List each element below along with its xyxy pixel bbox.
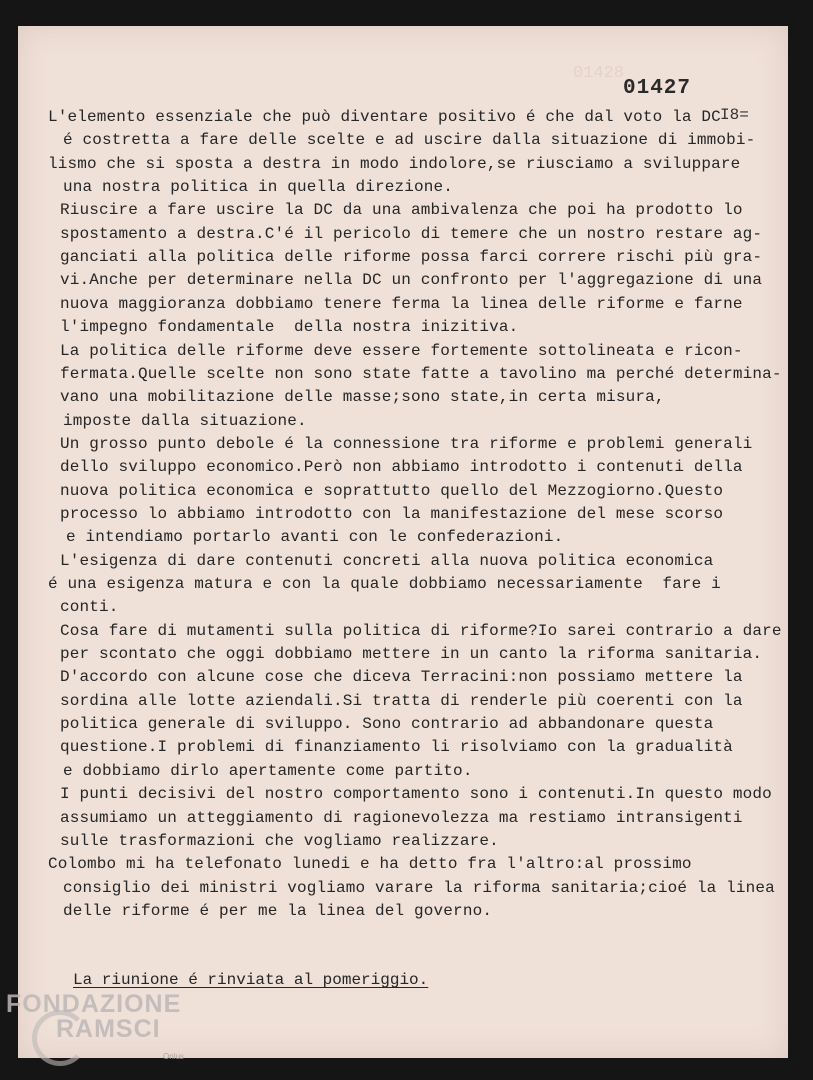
text-line: é costretta a fare delle scelte e ad uscire dalla situazione di immobi- — [63, 131, 756, 150]
text-line: L'elemento essenziale che può diventare positivo é che dal voto la DC — [48, 108, 721, 126]
text-line: lismo che si sposta a destra in modo indolore,se riusciamo a sviluppare — [48, 154, 741, 173]
text-line: dello sviluppo economico.Però non abbiamo introdotto i contenuti della — [60, 458, 743, 477]
text-line: nuova maggioranza dobbiamo tenere ferma la linea delle riforme e farne — [60, 294, 743, 313]
text-line: una nostra politica in quella direzione. — [63, 178, 454, 197]
text-line: politica generale di sviluppo. Sono contrario ad abbandonare questa — [60, 715, 714, 734]
text-line: per scontato che oggi dobbiamo mettere in un canto la riforma sanitaria. — [60, 645, 763, 664]
text-line: conti. — [60, 598, 119, 617]
document-page — [18, 26, 788, 1058]
text-line: questione.I problemi di finanziamento li risolviamo con la gradualità — [60, 738, 733, 757]
closing-statement: La riunione é rinviata al pomeriggio. — [73, 971, 429, 989]
text-line: D'accordo con alcune cose che diceva Terracini:non possiamo mettere la — [60, 668, 743, 687]
text-line: l'impegno fondamentale della nostra inizitiva. — [60, 318, 519, 337]
text-line: vi.Anche per determinare nella DC un confronto per l'aggregazione di una — [60, 271, 763, 290]
watermark-onlus: Onlus — [163, 1052, 184, 1061]
text-line: é una esigenza matura e con la quale dobbiamo necessariamente fare i — [48, 575, 721, 593]
watermark-gramsci: RAMSCI — [56, 1015, 161, 1043]
text-line: nuova politica economica e soprattutto quello del Mezzogiorno.Questo — [60, 481, 724, 500]
text-line: Un grosso punto debole é la connessione tra riforme e problemi generali — [60, 434, 753, 453]
text-line: e intendiamo portarlo avanti con le confederazioni. — [66, 528, 564, 547]
text-line: I punti decisivi del nostro comportamento sono i contenuti.In questo modo — [60, 785, 772, 804]
bleed-through-number: 01428 — [573, 64, 625, 83]
text-line: La politica delle riforme deve essere fortemente sottolineata e ricon- — [60, 341, 743, 360]
text-line: assumiamo un atteggiamento di ragionevolezza ma restiamo intransigenti — [60, 808, 743, 827]
text-line: sulle trasformazioni che vogliamo realizzare. — [60, 831, 499, 850]
text-line: Cosa fare di mutamenti sulla politica di riforme?Io sarei contrario a dare — [60, 621, 782, 640]
text-line: fermata.Quelle scelte non sono state fatte a tavolino ma perché determina- — [60, 364, 782, 383]
text-line: imposte dalla situazione. — [63, 411, 307, 430]
text-line: L'esigenza di dare contenuti concreti alla nuova politica economica — [60, 551, 714, 570]
text-line: sordina alle lotte aziendali.Si tratta di renderle più coerenti con la — [60, 691, 743, 710]
text-line: delle riforme é per me la linea del governo. — [63, 901, 493, 920]
page-marker: I8= — [720, 106, 749, 124]
text-line: spostamento a destra.C'é il pericolo di temere che un nostro restare ag- — [60, 224, 763, 243]
text-line: e dobbiamo dirlo apertamente come partito. — [63, 761, 473, 780]
text-line: Riuscire a fare uscire la DC da una ambivalenza che poi ha prodotto lo — [60, 201, 743, 220]
text-line: ganciati alla politica delle riforme possa farci correre rischi più gra- — [60, 248, 763, 267]
watermark-fondazione: FONDAZIONE — [6, 990, 182, 1018]
text-line: processo lo abbiamo introdotto con la manifestazione del mese scorso — [60, 504, 724, 523]
document-number: 01427 — [623, 77, 692, 100]
text-line: vano una mobilitazione delle masse;sono state,in certa misura, — [60, 388, 665, 407]
text-line: Colombo mi ha telefonato lunedi e ha detto fra l'altro:al prossimo — [48, 855, 692, 874]
text-line: consiglio dei ministri vogliamo varare la riforma sanitaria;cioé la linea — [63, 878, 775, 897]
